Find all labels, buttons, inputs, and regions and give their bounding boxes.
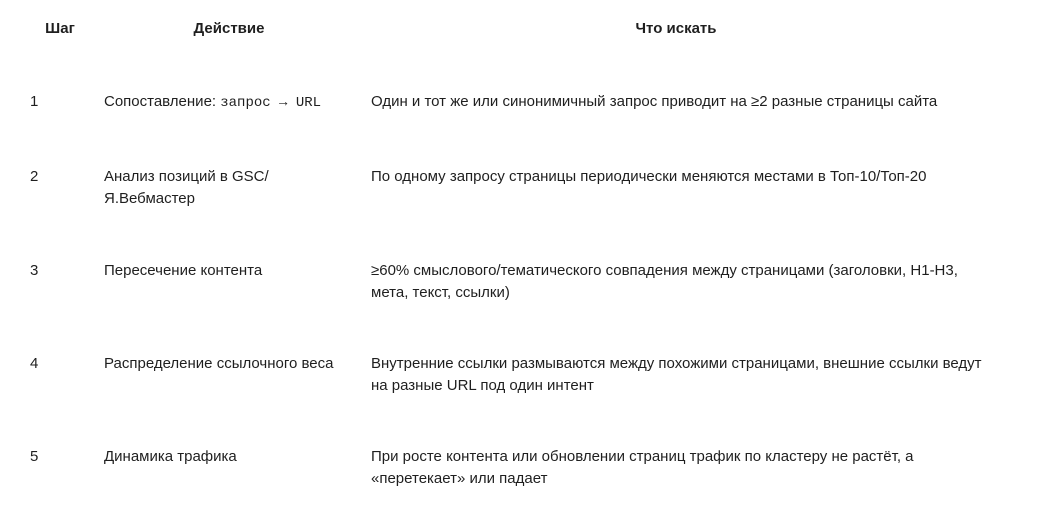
row-what-to-find: По одному запросу страницы периодически меняются местами в Топ-10/Топ-20 — [371, 168, 927, 185]
row-action: Анализ позиций в GSC/Я.Вебмастер — [104, 168, 269, 207]
row-action: Пересечение контента — [104, 262, 263, 279]
row-action: Динамика трафика — [104, 448, 237, 465]
row-what-to-find: Внутренние ссылки размываются между похожими страницами, внешние ссылки ведут на разные URL под один интент — [371, 355, 982, 394]
row-action: Распределение ссылочного веса — [104, 355, 334, 372]
row-what-to-find: Один и тот же или синонимичный запрос приводит на ≥2 разные страницы сайта — [371, 93, 938, 110]
row-what-to-find: При росте контента или обновлении страниц трафик по кластеру не растёт, а «перетекает» или падает — [371, 448, 914, 487]
row-step-number: 4 — [30, 355, 39, 372]
header-what-to-find: Что искать — [635, 20, 717, 37]
row-action-text: Сопоставление: — [104, 93, 221, 110]
row-step-number: 3 — [30, 262, 39, 279]
row-action-code: запрос → URL — [220, 95, 322, 111]
row-what-to-find: ≥60% смыслового/тематического совпадения между страницами (заголовки, Н1-Н3, мета, текст, ссылки) — [371, 262, 958, 301]
row-step-number: 5 — [30, 448, 39, 465]
row-step-number: 2 — [30, 168, 39, 185]
header-step: Шаг — [45, 20, 75, 37]
row-action — [104, 91, 354, 114]
row-step-number: 1 — [30, 93, 39, 110]
header-action: Действие — [193, 20, 265, 37]
